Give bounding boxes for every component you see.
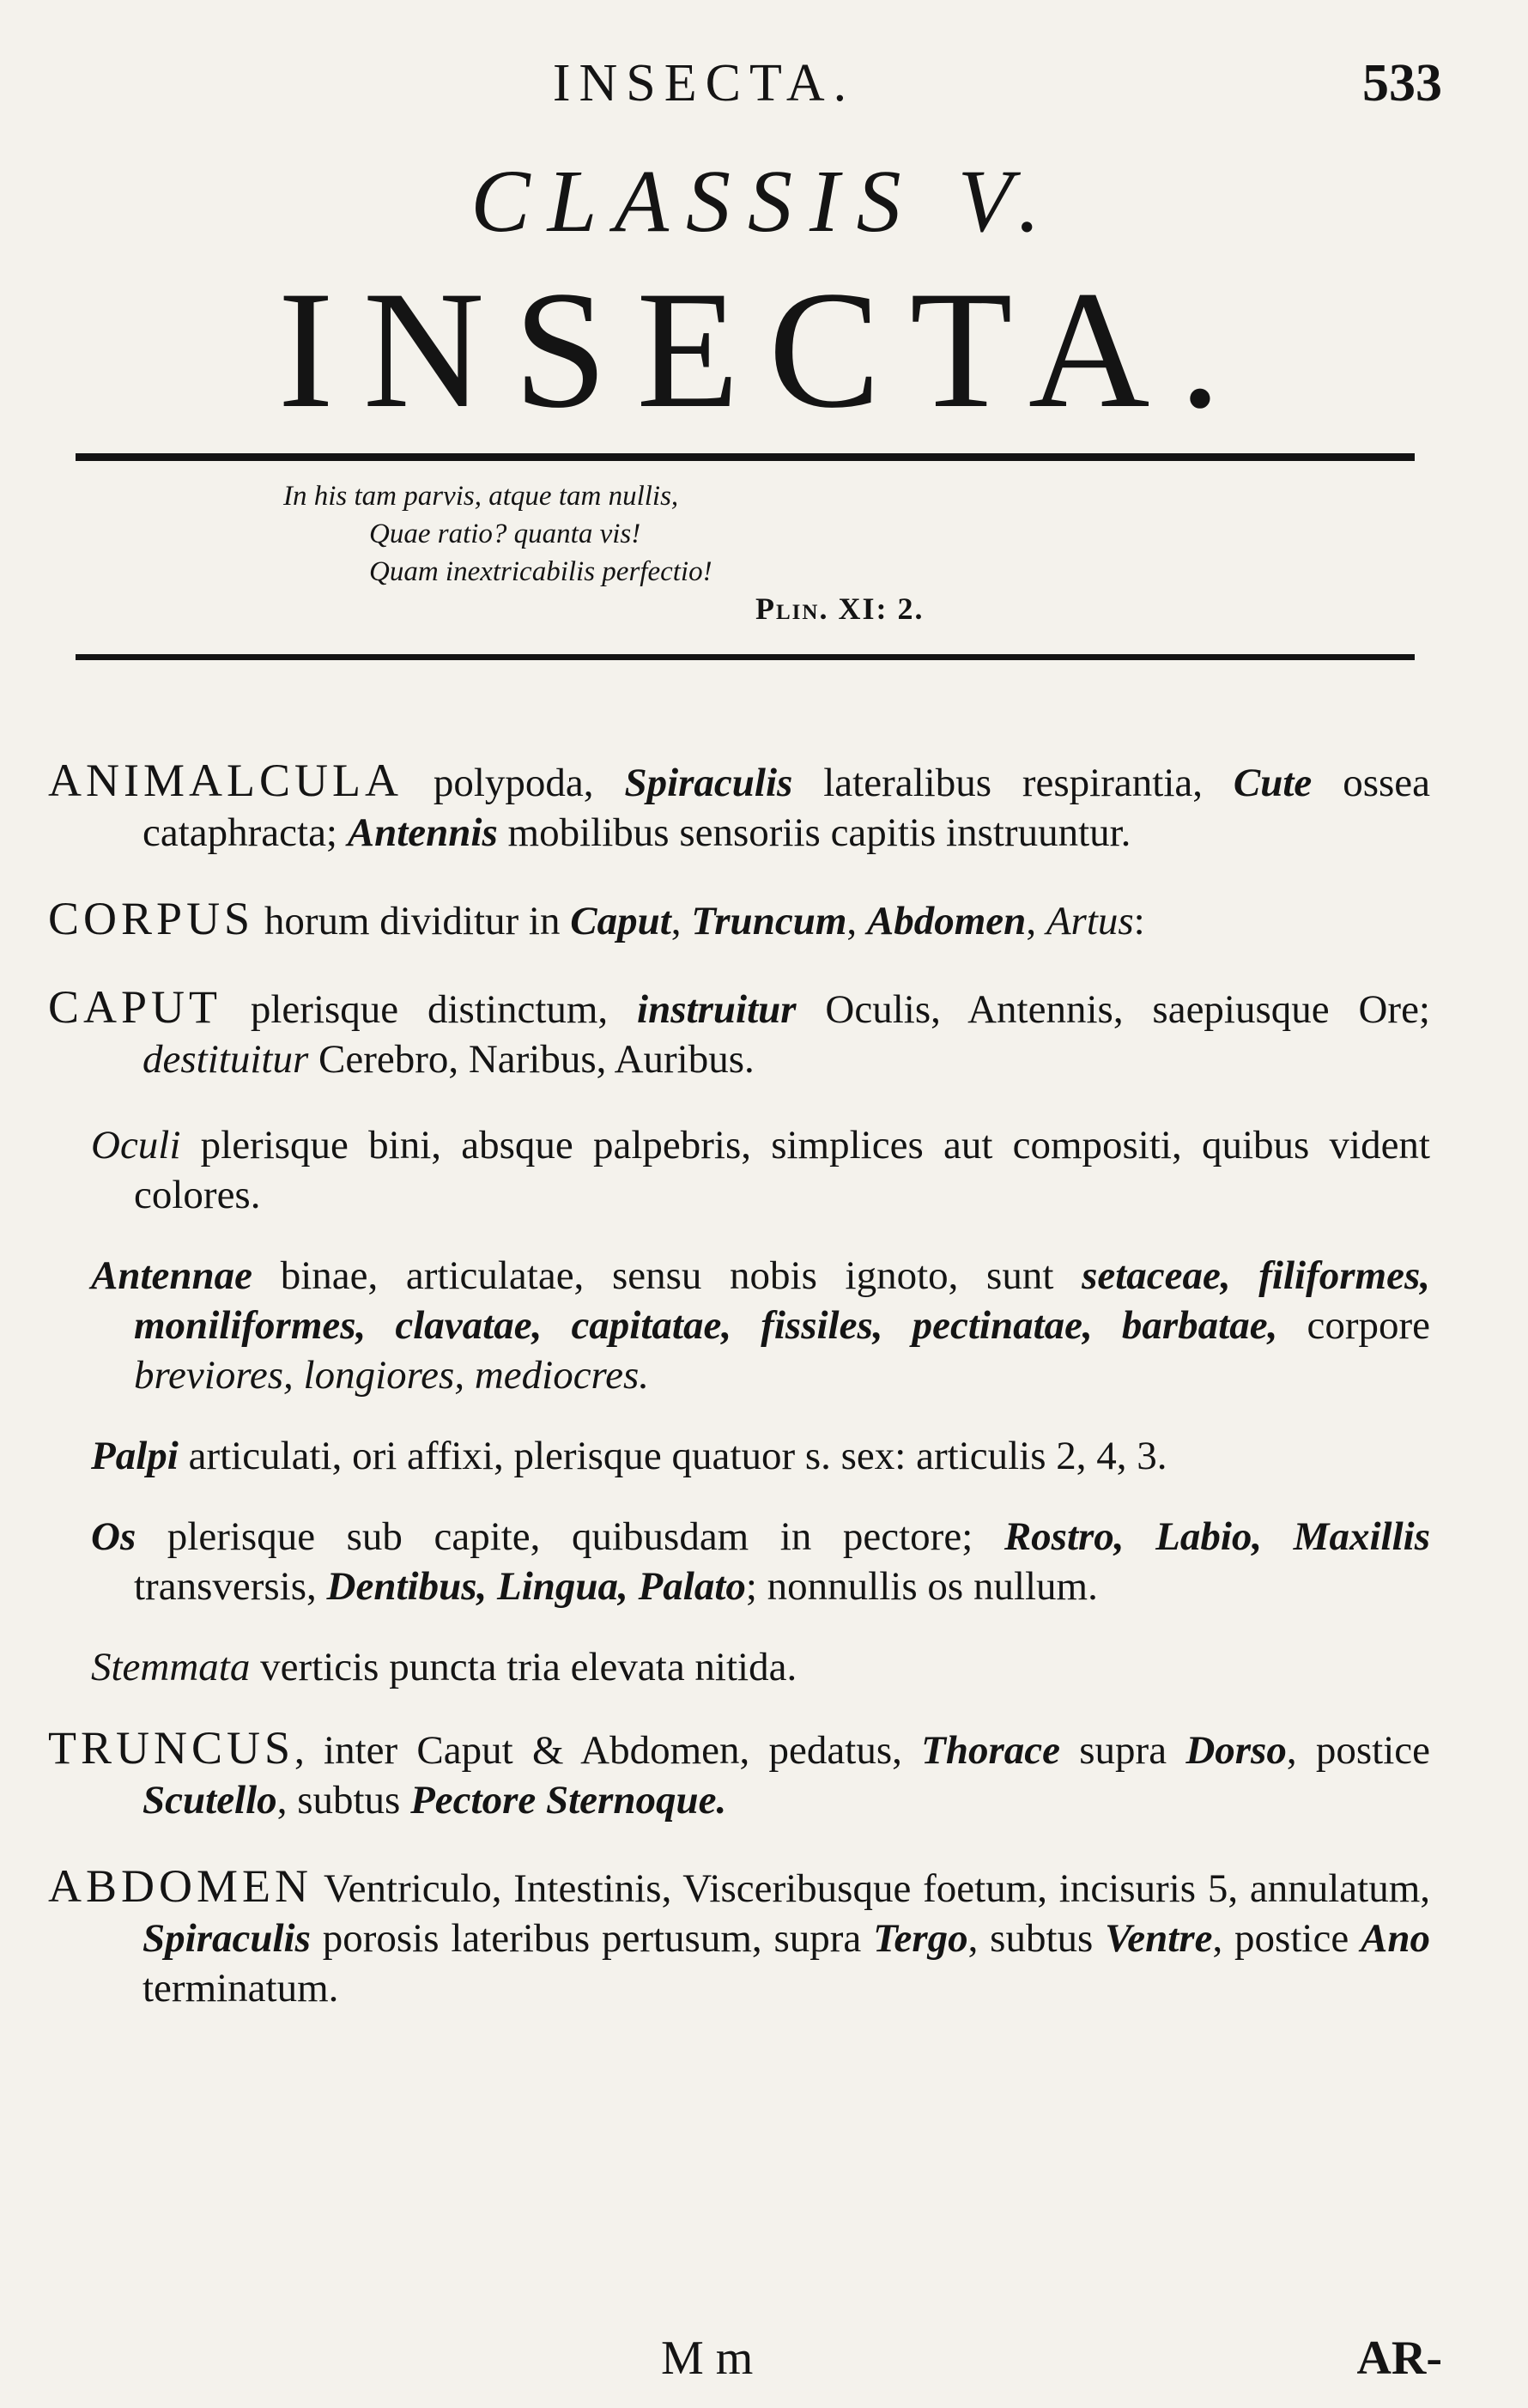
italic-term: Spiraculis	[142, 1916, 311, 1961]
lead-word: CAPUT	[48, 981, 222, 1033]
text-run: , subtus	[967, 1916, 1106, 1961]
italic-term: Pectore Sternoque.	[410, 1778, 727, 1823]
italic-term: Antennis	[347, 810, 498, 855]
paragraph-truncus	[48, 1723, 1430, 1825]
lead-word: TRUNCUS	[48, 1722, 295, 1774]
epigraph-line-2: Quae ratio? quanta vis!	[369, 519, 641, 549]
text-run: porosis lateribus pertusum, supra	[310, 1916, 874, 1961]
main-title: INSECTA.	[277, 257, 1251, 443]
text-run: , postice	[1286, 1728, 1430, 1773]
paragraph-corpus	[48, 894, 1430, 946]
epigraph-citation: Plin. XI: 2.	[755, 591, 925, 626]
text-run: ,	[846, 899, 867, 943]
italic-term: Scutello	[142, 1778, 277, 1823]
running-title: INSECTA.	[552, 54, 856, 112]
paragraph-animalcula	[48, 755, 1430, 858]
paragraph-oculi	[91, 1120, 1430, 1220]
text-run: lateralibus respirantia,	[792, 761, 1234, 805]
top-rule	[76, 453, 1415, 461]
text-run: transversis,	[134, 1564, 327, 1609]
italic-term: instruitur	[637, 987, 797, 1032]
text-run: plerisque distinctum,	[221, 987, 638, 1032]
lead-word: Palpi	[91, 1434, 179, 1478]
italic-term: breviores, longiores, mediocres.	[134, 1353, 650, 1398]
italic-term: Truncum	[691, 899, 847, 943]
epigraph	[283, 477, 1056, 591]
bottom-rule	[76, 654, 1415, 660]
italic-term: Ano	[1360, 1916, 1430, 1961]
running-head	[0, 53, 1528, 122]
text-run: articulati, ori affixi, plerisque quatuor s. sex: articulis 2, 4, 3.	[178, 1434, 1167, 1478]
text-run: supra	[1060, 1728, 1186, 1773]
italic-term: setaceae, filiformes, moniliformes, clavatae, capitatae, fissiles, pectinatae, barbatae,	[134, 1253, 1430, 1348]
text-run: horum dividitur in	[254, 899, 571, 943]
lead-word: ANIMALCULA	[48, 755, 403, 806]
paragraph-abdomen	[48, 1861, 1430, 2013]
lead-word: ABDOMEN	[48, 1860, 313, 1912]
italic-term: Dentibus, Lingua, Palato	[326, 1564, 746, 1609]
italic-term: Caput	[570, 899, 671, 943]
paragraph-palpi	[91, 1431, 1430, 1481]
italic-term: destituitur	[142, 1037, 309, 1082]
catchword: AR-	[1356, 2332, 1442, 2385]
text-run: , subtus	[276, 1778, 411, 1823]
text-run: plerisque bini, absque palpebris, simplices aut compositi, quibus vident colores.	[134, 1123, 1430, 1217]
text-run: Cerebro, Naribus, Auribus.	[308, 1037, 755, 1082]
text-run: Oculis, Antennis, saepiusque Ore;	[796, 987, 1430, 1032]
lead-word: CORPUS	[48, 893, 255, 944]
text-run: plerisque sub capite, quibusdam in pectore;	[136, 1514, 1004, 1559]
italic-term: Spiraculis	[624, 761, 793, 805]
text-run: mobilibus sensoriis capitis instruuntur.	[497, 810, 1131, 855]
page-number: 533	[1362, 54, 1442, 112]
italic-term: Rostro, Labio, Maxillis	[1004, 1514, 1430, 1559]
paragraph-caput	[48, 982, 1430, 1084]
italic-term: Artus	[1046, 899, 1134, 943]
text-run: binae, articulatae, sensu nobis ignoto, sunt	[252, 1253, 1082, 1298]
paragraph-antennae	[91, 1251, 1430, 1400]
lead-word: Oculi	[91, 1123, 181, 1168]
italic-term: Ventre	[1105, 1916, 1213, 1961]
text-run: Ventriculo, Intestinis, Visceribusque foetum, incisuris 5, annulatum,	[312, 1866, 1430, 1911]
text-run: corpore	[1277, 1303, 1430, 1348]
italic-term: Abdomen	[866, 899, 1027, 943]
italic-term: Thorace	[921, 1728, 1060, 1773]
text-run: ,	[670, 899, 692, 943]
text-run: verticis puncta tria elevata nitida.	[250, 1645, 797, 1689]
italic-term: Cute	[1233, 761, 1313, 805]
text-run: polypoda,	[402, 761, 625, 805]
body-text	[48, 755, 1430, 2049]
italic-term: Tergo	[873, 1916, 968, 1961]
text-run: , postice	[1212, 1916, 1361, 1961]
text-run: ; nonnullis os nullum.	[745, 1564, 1098, 1609]
lead-word: Os	[91, 1514, 136, 1559]
signature-mark: M m	[661, 2332, 754, 2385]
paragraph-stemmata	[91, 1642, 1430, 1692]
text-run: ossea cataphracta;	[142, 761, 1430, 855]
paragraph-os	[91, 1512, 1430, 1611]
lead-word: Antennae	[91, 1253, 253, 1298]
italic-term: Dorso	[1185, 1728, 1287, 1773]
epigraph-line-1: In his tam parvis, atque tam nullis,	[283, 481, 679, 512]
class-heading: CLASSIS V.	[470, 152, 1058, 251]
lead-word: Stemmata	[91, 1645, 251, 1689]
text-run: :	[1133, 899, 1145, 943]
text-run: terminatum.	[142, 1966, 339, 2011]
text-run: ,	[1026, 899, 1046, 943]
epigraph-line-3: Quam inextricabilis perfectio!	[369, 556, 712, 587]
text-run: , inter Caput & Abdomen, pedatus,	[294, 1728, 922, 1773]
